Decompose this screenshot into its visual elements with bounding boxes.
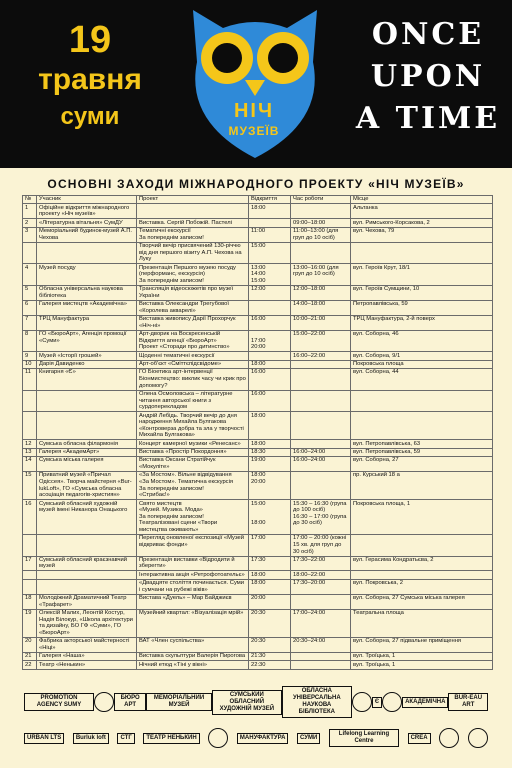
- partner-emblem-icon: [439, 728, 459, 748]
- partner-logo: [329, 729, 399, 747]
- cell-participant: ГО «БюроАрт», Агенція промоції «Суми»: [37, 330, 137, 352]
- cell-opening: 20:30: [249, 609, 291, 637]
- partner-emblem-icon: [352, 692, 372, 712]
- partner-logo: [382, 692, 402, 713]
- partner-logo-text: МАНУФАКТУРА: [237, 733, 289, 744]
- cell-venue: вул. Соборна, 46: [351, 330, 493, 352]
- cell-opening: 18:00: [249, 412, 291, 440]
- cell-project: Виставка Оксани Стратійчук «Мокуліте»: [137, 457, 249, 472]
- cell-venue: вул. Герасима Кондратьєва, 2: [351, 556, 493, 571]
- cell-number: 16: [23, 500, 37, 535]
- cell-project: Виставка скульптури Валерія Пирогова: [137, 652, 249, 660]
- table-row: [23, 594, 493, 609]
- cell-project: Концерт камерної музики «Ренесанс»: [137, 440, 249, 448]
- table-row: [23, 534, 493, 556]
- cell-hours: 09:00–18:00: [291, 219, 351, 227]
- cell-project: Перегляд оновленої експозиції «Музей відкриває фонди»: [137, 534, 249, 556]
- table-row: [23, 285, 493, 300]
- cell-project: Виставка «Простір Покордоння»: [137, 448, 249, 456]
- cell-venue: вул. Соборна, 44: [351, 369, 493, 391]
- partner-logo-text: АКАДЕМІЧНА: [402, 697, 448, 708]
- cell-venue: вул. Петропавлівська, 63: [351, 440, 493, 448]
- cell-opening: 16:00: [249, 369, 291, 391]
- cell-project: Інтерактивна акція «Ретрофотоательє»: [137, 571, 249, 579]
- cell-participant: Галерея «Наша»: [37, 652, 137, 660]
- brand-title: НІЧ: [233, 100, 275, 122]
- cell-venue: вул. Римського-Корсакова, 2: [351, 219, 493, 227]
- cell-participant: Музей «Історії грошей»: [37, 352, 137, 360]
- partner-logo: [117, 733, 134, 744]
- table-row: [23, 412, 493, 440]
- cell-hours: 16:00–24:00: [291, 448, 351, 456]
- cell-number: 14: [23, 457, 37, 472]
- table-row: [23, 242, 493, 264]
- cell-number: 21: [23, 652, 37, 660]
- cell-number: 7: [23, 315, 37, 330]
- program-table: [22, 195, 493, 670]
- partner-logo: [208, 728, 228, 749]
- cell-opening: 16:00: [249, 315, 291, 330]
- cell-number: 15: [23, 472, 37, 500]
- cell-venue: вул. Соборна, 27: [351, 457, 493, 472]
- cell-project: Вистава «Дуель» – Мар Байджиєв: [137, 594, 249, 609]
- cell-hours: 20:30–24:00: [291, 637, 351, 652]
- cell-opening: 17:00 20:00: [249, 330, 291, 352]
- partner-logo: [297, 733, 320, 744]
- partner-logo: [408, 733, 431, 744]
- table-row: [23, 472, 493, 500]
- table-row: [23, 579, 493, 594]
- cell-project: Андрій Лебідь. Творчий вечір до дня народження Михайла Булгакова «Контроверза добра та зла у творчості Михайла Булгакова»: [137, 412, 249, 440]
- cell-project: Презентація Першого музею посуду (перформанс, екскурсія) За попереднім записом!: [137, 264, 249, 286]
- col-header-project: Проект: [137, 196, 249, 204]
- cell-project: «За Мостом». Вільне відвідування «За Мостом». Тематична екскурсія За попереднім записом! «Стрибає!»: [137, 472, 249, 500]
- cell-hours: 17:00 – 20:00 (кожні 15 хв. для груп до 30 осіб): [291, 534, 351, 556]
- cell-hours: 18:00–22:00: [291, 571, 351, 579]
- cell-opening: 17:00: [249, 534, 291, 556]
- cell-opening: 18:00: [249, 571, 291, 579]
- cell-opening: 11:00: [249, 227, 291, 242]
- cell-participant: Сумська обласна філармонія: [37, 440, 137, 448]
- partner-logo: [439, 728, 459, 749]
- partner-logo-text: СТГ: [117, 733, 134, 744]
- cell-hours: [291, 440, 351, 448]
- event-day: 19: [68, 19, 112, 61]
- cell-venue: вул. Героїв Сумщини, 10: [351, 285, 493, 300]
- cell-participant: Книгарня «Є»: [37, 369, 137, 391]
- cell-hours: [291, 652, 351, 660]
- partner-logos: [24, 684, 488, 760]
- cell-opening: 18:00: [249, 360, 291, 368]
- partner-logo-text: БЮРО АРТ: [114, 693, 146, 711]
- cell-opening: 18:00: [249, 440, 291, 448]
- cell-hours: [291, 204, 351, 219]
- table-row: [23, 227, 493, 242]
- cell-opening: 18:00 20:00: [249, 472, 291, 500]
- cell-hours: 13:00–16:00 (для груп до 10 осіб): [291, 264, 351, 286]
- table-row: [23, 448, 493, 456]
- table-row: [23, 204, 493, 219]
- partner-logo-text: ТЕАТР НЕНЬКИН: [143, 733, 199, 744]
- table-row: [23, 315, 493, 330]
- cell-venue: [351, 412, 493, 440]
- partner-logo: [24, 733, 64, 744]
- cell-number: 19: [23, 609, 37, 637]
- partner-logo: [448, 693, 488, 711]
- table-row: [23, 652, 493, 660]
- slogan-line-2: UPON: [370, 59, 486, 94]
- cell-venue: ТРЦ Мануфактура, 2-й поверх: [351, 315, 493, 330]
- cell-number: 13: [23, 448, 37, 456]
- partner-logo-text: CREA: [408, 733, 431, 744]
- cell-opening: 18:00: [249, 579, 291, 594]
- table-row: [23, 637, 493, 652]
- cell-venue: пр. Курський 18 а: [351, 472, 493, 500]
- cell-hours: [291, 412, 351, 440]
- cell-opening: 19:00: [249, 457, 291, 472]
- partner-logo: [143, 733, 199, 744]
- cell-opening: 20:30: [249, 637, 291, 652]
- cell-hours: [291, 242, 351, 264]
- cell-project: «Двадцяте століття починається. Суми і сумчани на рубежі віків»: [137, 579, 249, 594]
- cell-number: [23, 571, 37, 579]
- cell-participant: [37, 579, 137, 594]
- cell-number: [23, 242, 37, 264]
- cell-participant: Театр «Ненькин»: [37, 661, 137, 669]
- cell-opening: 21:30: [249, 652, 291, 660]
- partner-logo: [402, 697, 448, 708]
- cell-hours: 17:30–22:00: [291, 556, 351, 571]
- cell-participant: [37, 534, 137, 556]
- partner-logo: [352, 692, 372, 713]
- partner-emblem-icon: [468, 728, 488, 748]
- col-header-hours: Час роботи: [291, 196, 351, 204]
- cell-opening: 13:00 14:00 15:00: [249, 264, 291, 286]
- cell-project: Щоденні тематичні екскурсії: [137, 352, 249, 360]
- cell-project: ВАТ «Член суспільства»: [137, 637, 249, 652]
- cell-participant: Олексій Малих, Леонтій Костур, Надія Білокур, «Школа архітектури та дизайну, БО ГФ «Суми», ГО «БюроАрт»: [37, 609, 137, 637]
- cell-project: Презентація виставки «Відродити й зберегти»: [137, 556, 249, 571]
- cell-number: 22: [23, 661, 37, 669]
- cell-hours: 15:30 – 16:30 (група до 100 осіб) 16:30 – 17:00 (група до 30 осіб): [291, 500, 351, 535]
- table-row: [23, 219, 493, 227]
- brand-subtitle: МУЗЕЇВ: [228, 124, 280, 138]
- partner-logo: [114, 693, 146, 711]
- cell-hours: [291, 390, 351, 412]
- cell-venue: [351, 242, 493, 264]
- cell-participant: [37, 412, 137, 440]
- partner-logo-text: Є: [372, 697, 382, 708]
- cell-venue: вул. Соборна, 9/1: [351, 352, 493, 360]
- cell-number: 3: [23, 227, 37, 242]
- cell-project: Трансляція відеосюжетів про музеї України: [137, 285, 249, 300]
- cell-participant: Фабрика акторської майстерності «Ніці»: [37, 637, 137, 652]
- cell-opening: 16:00: [249, 390, 291, 412]
- cell-venue: Покровська площа, 1: [351, 500, 493, 535]
- partner-logo: [24, 693, 94, 711]
- cell-hours: 15:00–22:00: [291, 330, 351, 352]
- partner-logo: [237, 733, 289, 744]
- cell-participant: Молодіжний Драматичний Театр «Трафарет»: [37, 594, 137, 609]
- table-row: [23, 556, 493, 571]
- cell-participant: Приватний музей «Причал Одіссея». Творча майстерня «Bur-lukLoft», ГО «Сумська обласна асоціація педагогів-християн»: [37, 472, 137, 500]
- cell-project: Олена Осмоловська – літературне читання авторської книги з сурдоперекладом: [137, 390, 249, 412]
- cell-participant: ТРЦ Мануфактура: [37, 315, 137, 330]
- cell-opening: 22:30: [249, 661, 291, 669]
- partner-logo: [468, 728, 488, 749]
- cell-number: 20: [23, 637, 37, 652]
- cell-hours: 10:00–21:00: [291, 315, 351, 330]
- cell-opening: [249, 219, 291, 227]
- col-header-number: №: [23, 196, 37, 204]
- cell-hours: 16:00–22:00: [291, 352, 351, 360]
- cell-participant: Галерея мистецтв «Академічна»: [37, 300, 137, 315]
- cell-venue: Петропавлівська, 59: [351, 300, 493, 315]
- cell-project: Арт-об'єкт «Сміттєпідсвідоме»: [137, 360, 249, 368]
- cell-opening: 17:30: [249, 556, 291, 571]
- partner-logo-text: URBAN LTS: [24, 733, 64, 744]
- cell-number: 18: [23, 594, 37, 609]
- cell-number: [23, 534, 37, 556]
- cell-participant: «Літературна вітальня» СумДУ: [37, 219, 137, 227]
- partner-logo: [372, 697, 382, 708]
- cell-number: 6: [23, 300, 37, 315]
- table-row: [23, 440, 493, 448]
- table-row: [23, 609, 493, 637]
- cell-participant: Галерея «АкадемАрт»: [37, 448, 137, 456]
- table-row: [23, 661, 493, 669]
- table-row: [23, 500, 493, 535]
- partner-logo-text: Burluk loft: [73, 733, 109, 744]
- cell-project: Виставка Олександри Трегубової «Королева акварелі»: [137, 300, 249, 315]
- cell-venue: Альтанка: [351, 204, 493, 219]
- cell-participant: Сумський обласний краєзнавчий музей: [37, 556, 137, 571]
- cell-venue: Театральна площа: [351, 609, 493, 637]
- cell-hours: 11:00–13:00 (для груп до 10 осіб): [291, 227, 351, 242]
- cell-opening: [249, 352, 291, 360]
- partner-emblem-icon: [382, 692, 402, 712]
- cell-venue: вул. Троїцька, 1: [351, 652, 493, 660]
- cell-number: 5: [23, 285, 37, 300]
- table-row: [23, 264, 493, 286]
- event-month: травня: [38, 63, 142, 96]
- cell-project: Музейний квартал: «Візуалізація мрій»: [137, 609, 249, 637]
- cell-project: Нічний етюд «Тіні у вікні»: [137, 661, 249, 669]
- cell-hours: 17:30–20:00: [291, 579, 351, 594]
- partner-logo-text: МЕМОРІАЛЬНИЙ МУЗЕЙ: [146, 693, 212, 711]
- cell-number: 2: [23, 219, 37, 227]
- table-row: [23, 571, 493, 579]
- cell-number: 4: [23, 264, 37, 286]
- cell-venue: вул. Соборна, 27 підвальне приміщення: [351, 637, 493, 652]
- partner-logo-text: PROMOTION AGENCY SUMY: [24, 693, 94, 711]
- cell-participant: Сумська міська галерея: [37, 457, 137, 472]
- cell-venue: вул. Покровська, 2: [351, 579, 493, 594]
- cell-venue: вул. Чехова, 79: [351, 227, 493, 242]
- table-body: [23, 204, 493, 669]
- cell-opening: 18:00: [249, 204, 291, 219]
- cell-number: 8: [23, 330, 37, 352]
- cell-number: [23, 390, 37, 412]
- cell-hours: 16:00–24:00: [291, 457, 351, 472]
- table-row: [23, 457, 493, 472]
- cell-hours: 14:00–18:00: [291, 300, 351, 315]
- cell-number: 10: [23, 360, 37, 368]
- cell-hours: [291, 472, 351, 500]
- cell-number: 11: [23, 369, 37, 391]
- partner-logo-text: СУМСЬКИЙ ОБЛАСНИЙ ХУДОЖНІЙ МУЗЕЙ: [212, 690, 282, 715]
- cell-hours: 17:00–24:00: [291, 609, 351, 637]
- cell-project: Свято мистецтв «Музей. Музика. Мода» За попереднім записом! Театралізовані сцени «Твори мистецтва оживають»: [137, 500, 249, 535]
- cell-hours: [291, 369, 351, 391]
- slogan-line-1: ONCE: [371, 17, 485, 52]
- slogan-line-3: A TIME: [355, 101, 501, 136]
- cell-hours: [291, 661, 351, 669]
- partner-logo-text: ОБЛАСНА УНІВЕРСАЛЬНА НАУКОВА БІБЛІОТЕКА: [282, 686, 352, 718]
- cell-opening: 20:00: [249, 594, 291, 609]
- table-row: [23, 369, 493, 391]
- cell-participant: Музей посуду: [37, 264, 137, 286]
- cell-hours: [291, 594, 351, 609]
- cell-project: Виставка живопису Дарії Прохорчук «Ніч-ні»: [137, 315, 249, 330]
- cell-participant: Меморіальний будинок-музей А.П. Чехова: [37, 227, 137, 242]
- partner-logo: [94, 692, 114, 713]
- table-row: [23, 390, 493, 412]
- cell-number: 17: [23, 556, 37, 571]
- cell-participant: Обласна універсальна наукова бібліотека: [37, 285, 137, 300]
- logo-row: [24, 684, 488, 720]
- logo-row: [24, 720, 488, 756]
- partner-logo: [73, 733, 109, 744]
- cell-number: 9: [23, 352, 37, 360]
- cell-venue: вул. Героїв Крут, 18/1: [351, 264, 493, 286]
- cell-venue: Покровська площа: [351, 360, 493, 368]
- table-header-row: [23, 196, 493, 204]
- program-title: ОСНОВНІ ЗАХОДИ МІЖНАРОДНОГО ПРОЕКТУ «НІЧ МУЗЕЇВ»: [47, 177, 465, 191]
- cell-participant: Сумський обласний художній музей імені Никанора Онацького: [37, 500, 137, 535]
- cell-project: [137, 204, 249, 219]
- table-row: [23, 360, 493, 368]
- cell-venue: вул. Троїцька, 1: [351, 661, 493, 669]
- partner-logo: [282, 686, 352, 718]
- cell-number: 12: [23, 440, 37, 448]
- col-header-participant: Учасник: [37, 196, 137, 204]
- table-row: [23, 330, 493, 352]
- cell-participant: Офіційне відкриття міжнародного проекту «Ніч музеїв»: [37, 204, 137, 219]
- event-city: суми: [60, 103, 120, 130]
- col-header-venue: Місце: [351, 196, 493, 204]
- cell-participant: [37, 390, 137, 412]
- cell-project: Тематичні екскурсії За попереднім записом!: [137, 227, 249, 242]
- partner-logo: [212, 690, 282, 715]
- cell-participant: [37, 571, 137, 579]
- cell-project: Творчий вечір присвячений 130-річчю від дня першого візиту А.П. Чехова на Луку: [137, 242, 249, 264]
- cell-opening: [249, 300, 291, 315]
- cell-venue: [351, 571, 493, 579]
- cell-number: [23, 412, 37, 440]
- partner-logo-text: СУМИ: [297, 733, 320, 744]
- cell-hours: [291, 360, 351, 368]
- cell-venue: [351, 534, 493, 556]
- partner-logo-text: BUR-EAU ART: [448, 693, 488, 711]
- cell-hours: 12:00–18:00: [291, 285, 351, 300]
- cell-project: ГО Біоетика арт-інтервенції Біонмистецтво: виклик часу чи крик про допомогу?: [137, 369, 249, 391]
- cell-opening: 15:00: [249, 242, 291, 264]
- cell-number: [23, 579, 37, 594]
- partner-emblem-icon: [208, 728, 228, 748]
- cell-venue: вул. Петропавлівська, 59: [351, 448, 493, 456]
- cell-venue: вул. Соборна, 27 Сумська міська галерея: [351, 594, 493, 609]
- cell-opening: 18:30: [249, 448, 291, 456]
- cell-project: Виставка. Сергій Побожій. Пастелі: [137, 219, 249, 227]
- cell-project: Арт-дворик на Воскресенській Відкриття агенції «БюроАрт» Проект «Сторади про дитинство»: [137, 330, 249, 352]
- table-row: [23, 300, 493, 315]
- col-header-opening: Відкриття: [249, 196, 291, 204]
- cell-number: 1: [23, 204, 37, 219]
- cell-venue: [351, 390, 493, 412]
- partner-emblem-icon: [94, 692, 114, 712]
- cell-opening: 12:00: [249, 285, 291, 300]
- cell-participant: [37, 242, 137, 264]
- table-row: [23, 352, 493, 360]
- partner-logo: [146, 693, 212, 711]
- partner-logo-text: Lifelong Learning Centre: [329, 729, 399, 747]
- cell-opening: 15:00 18:00: [249, 500, 291, 535]
- header-banner: [0, 0, 512, 168]
- cell-participant: Дарія Давиденко: [37, 360, 137, 368]
